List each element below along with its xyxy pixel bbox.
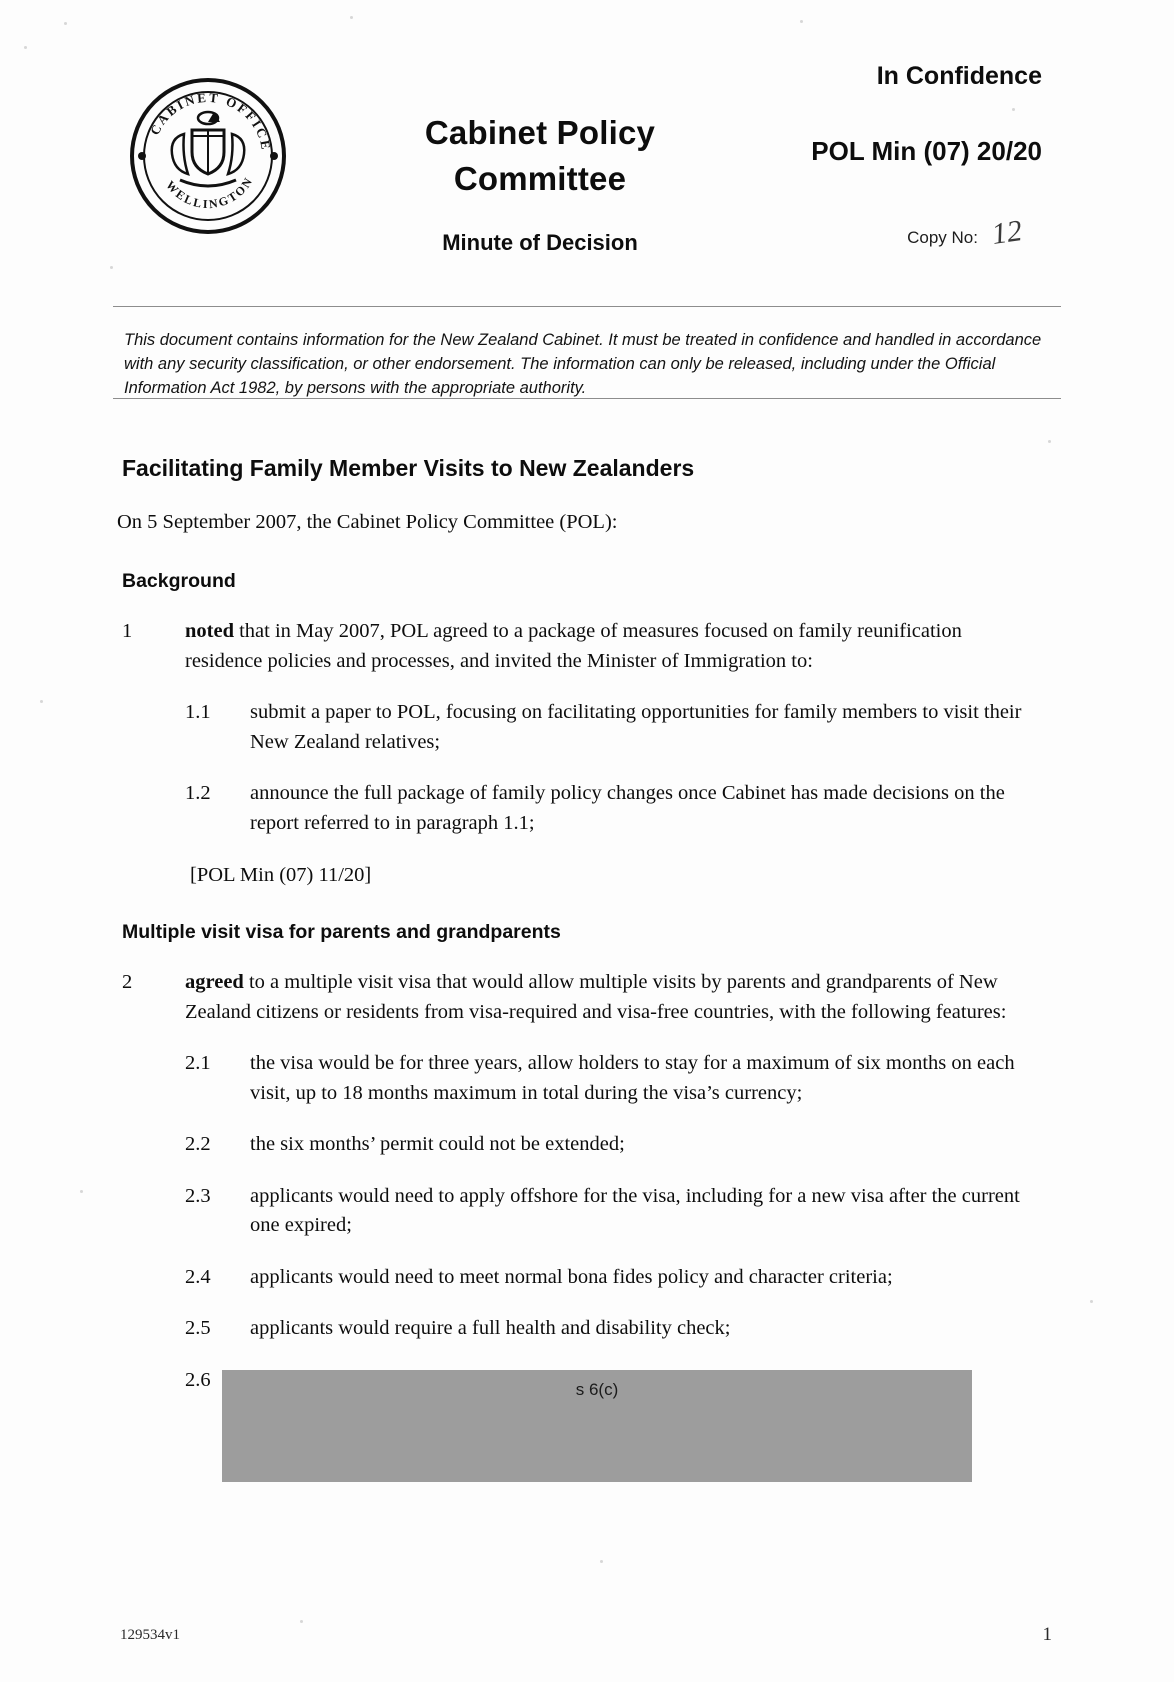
header-divider-bottom bbox=[113, 398, 1061, 399]
clause-1-2 bbox=[0, 779, 1174, 838]
clause-2-4 bbox=[0, 1263, 1174, 1293]
clause-text: applicants would require a full health and disability check; bbox=[250, 1317, 731, 1339]
clause-text: that in May 2007, POL agreed to a package of measures focused on family reunification residence policies and processes, and invited the Minister of Immigration to: bbox=[185, 620, 962, 672]
clause-2-1 bbox=[0, 1049, 1174, 1108]
document-reference: POL Min (07) 20/20 bbox=[811, 136, 1042, 166]
clause-text: the six months’ permit could not be extended; bbox=[250, 1133, 625, 1155]
clause-number: 2.6 bbox=[185, 1368, 211, 1391]
clause-number: 1 bbox=[122, 620, 133, 642]
clause-text: the visa would be for three years, allow holders to stay for a maximum of six months on each visit, up to 18 months maximum in total during the visa’s currency; bbox=[250, 1052, 1015, 1104]
page-title: Facilitating Family Member Visits to New Zealanders bbox=[122, 455, 695, 481]
clause-text: announce the full package of family policy changes once Cabinet has made decisions on the report referred to in paragraph 1.1; bbox=[250, 782, 1005, 834]
clause-2-5 bbox=[0, 1314, 1174, 1344]
scan-speck bbox=[600, 1560, 603, 1563]
page-number: 1 bbox=[1042, 1624, 1052, 1645]
clause-verb: noted bbox=[185, 620, 234, 642]
redaction-label: s 6(c) bbox=[575, 1380, 619, 1399]
header-divider-top bbox=[113, 306, 1061, 307]
clause-2-2 bbox=[0, 1130, 1174, 1160]
svg-text:WELLINGTON: WELLINGTON bbox=[163, 173, 257, 212]
redacted-block bbox=[222, 1370, 972, 1482]
clause-number: 2.4 bbox=[185, 1265, 211, 1288]
document-header bbox=[0, 48, 1174, 308]
cross-reference: [POL Min (07) 11/20] bbox=[190, 864, 372, 886]
scan-speck bbox=[350, 16, 353, 19]
clause-text: submit a paper to POL, focusing on facilitating opportunities for family members to visit their New Zealand relatives; bbox=[250, 701, 1022, 753]
svg-text:CABINET OFFICE: CABINET OFFICE bbox=[146, 89, 274, 153]
heading-multiple-visit-visa: Multiple visit visa for parents and grandparents bbox=[122, 921, 561, 943]
document-subtitle: Minute of Decision bbox=[442, 230, 638, 255]
scan-speck bbox=[1048, 440, 1051, 443]
clause-number: 1.2 bbox=[185, 782, 211, 804]
clause-text: applicants would need to apply offshore for the visa, including for a new visa after the current one expired; bbox=[250, 1184, 1020, 1236]
clause-number: 2 bbox=[122, 971, 133, 993]
document-id: 129534v1 bbox=[120, 1627, 180, 1643]
clause-text: applicants would need to meet normal bona fides policy and character criteria; bbox=[250, 1265, 893, 1288]
title-block bbox=[330, 110, 750, 256]
clause-2-3 bbox=[0, 1182, 1174, 1241]
heading-background: Background bbox=[122, 570, 236, 592]
copy-number-value: 12 bbox=[989, 214, 1025, 251]
scan-speck bbox=[800, 20, 803, 23]
clause-number: 2.1 bbox=[185, 1052, 211, 1074]
copy-number-label: Copy No: bbox=[907, 228, 978, 247]
clause-2 bbox=[0, 968, 1174, 1027]
document-title-line1: Cabinet Policy bbox=[424, 114, 656, 151]
confidentiality-notice: This document contains information for the New Zealand Cabinet. It must be treated in confidence and handled in accordance with any security classification, or other endorsement. The information can only be released, including under the Official Information Act 1982, by persons with the appropriate authority. bbox=[124, 331, 1042, 397]
clause-number: 2.2 bbox=[185, 1133, 211, 1155]
clause-number: 2.5 bbox=[185, 1317, 211, 1339]
scan-speck bbox=[64, 22, 67, 25]
clause-verb: agreed bbox=[185, 971, 244, 993]
clause-1 bbox=[0, 617, 1174, 676]
scan-speck bbox=[300, 1620, 303, 1623]
clause-1-1 bbox=[0, 698, 1174, 757]
document-title-line2: Committee bbox=[453, 160, 627, 197]
classification-label: In Confidence bbox=[876, 62, 1042, 90]
clause-text: to a multiple visit visa that would allow multiple visits by parents and grandparents of New Zealand citizens or residents from visa-required and visa-free countries, with the following features: bbox=[185, 971, 1007, 1023]
cabinet-office-crest-icon bbox=[128, 76, 288, 236]
clause-number: 1.1 bbox=[185, 701, 211, 723]
lead-paragraph: On 5 September 2007, the Cabinet Policy Committee (POL): bbox=[117, 511, 618, 533]
clause-number: 2.3 bbox=[185, 1184, 211, 1207]
